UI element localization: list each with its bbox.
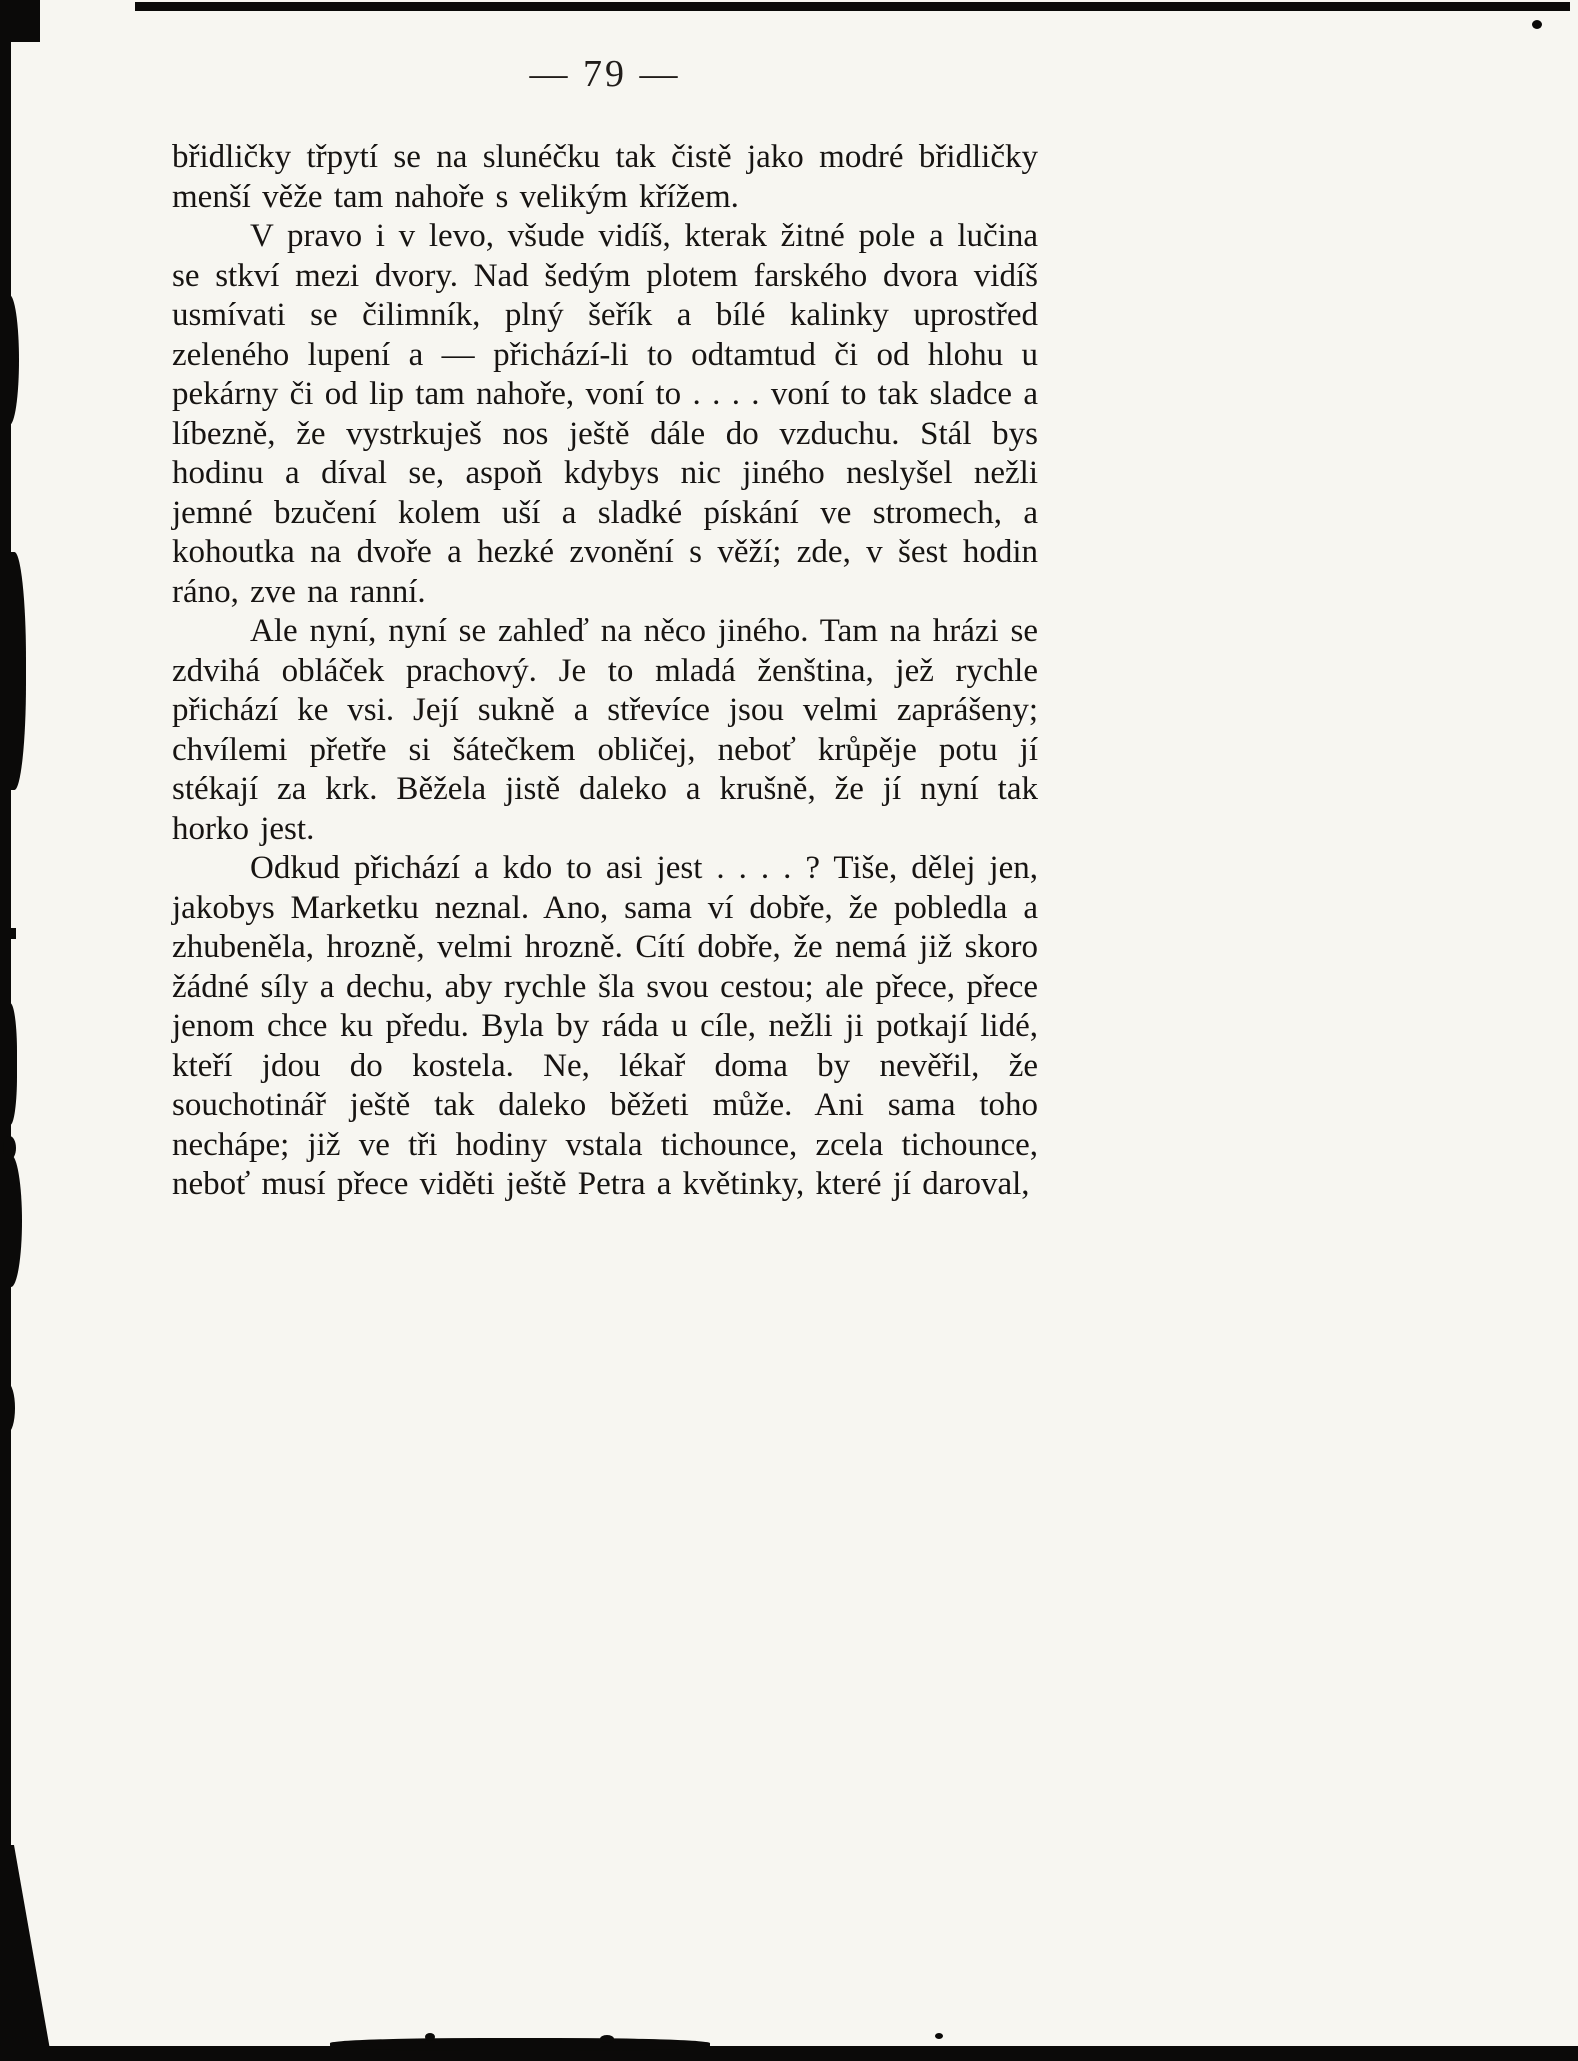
ink-smudge [0, 295, 19, 425]
ink-smudge [0, 1845, 52, 2061]
body-text [172, 138, 1038, 1205]
ink-speck [425, 2033, 435, 2041]
scan-border-bottom [0, 2046, 1578, 2061]
ink-smudge [0, 1003, 17, 1125]
ink-speck [600, 2035, 614, 2043]
ink-smudge [0, 1383, 15, 1433]
ink-smudge [0, 1155, 22, 1287]
paragraph: V pravo i v levo, všude vidíš, kterak žitné pole a lučina se stkví mezi dvory. Nad šedým plotem farského dvora vidíš usmívati se čilimník, plný šeřík a bílé kalinky uprostřed zeleného lupení a — přichází-li to odtamtud či od hlohu u pekárny či od lip tam nahoře, voní to . . . . voní to tak sladce a líbezně, že vystrkuješ nos ještě dále do vzduchu. Stál bys hodinu a díval se, aspoň kdybys nic jiného neslyšel nežli jemné bzučení kolem uší a sladké pískání ve stromech, a kohoutka na dvoře a hezké zvonění s věží; zde, v šest hodin ráno, zve na ranní. [172, 218, 1038, 610]
paragraph: Odkud přichází a kdo to asi jest . . . . ? Tiše, dělej jen, jakobys Marketku neznal. Ano, sama ví dobře, že pobledla a zhubeněla, hrozně, velmi hrozně. Cítí dobře, že nemá již skoro žádné síly a dechu, aby rychle šla svou cestou; ale přece, přece jenom chce ku předu. Byla by ráda u cíle, nežli ji potkají lidé, kteří jdou do kostela. Ne, lékař doma by nevěřil, že souchotinář ještě tak daleko běžeti může. Ani sama toho nechápe; již ve tři hodiny vstala tichounce, zcela tichounce, neboť musí přece viděti ještě Petra a květinky, které jí daroval, [172, 850, 1038, 1202]
ink-smudge [0, 928, 16, 939]
paragraph: Ale nyní, nyní se zahleď na něco jiného. Tam na hrázi se zdvihá obláček prachový. Je to mladá ženština, jež rychle přichází ke vsi. Její sukně a střevíce jsou velmi zaprášeny; chvílemi přetře si šátečkem obličej, neboť krůpěje potu jí stékají za krk. Běžela jistě daleko a krušně, že jí nyní tak horko jest. [172, 613, 1038, 847]
paragraph-continuation: břidličky třpytí se na slunéčku tak čistě jako modré břidličky menší věže tam nahoře s velikým křížem. [172, 139, 1038, 215]
ink-smudge [330, 2038, 710, 2051]
ink-smudge [0, 552, 26, 790]
ink-speck [1532, 20, 1542, 29]
page-number: — 79 — [529, 53, 681, 95]
ink-speck [935, 2033, 943, 2039]
scan-border-top [135, 2, 1570, 11]
